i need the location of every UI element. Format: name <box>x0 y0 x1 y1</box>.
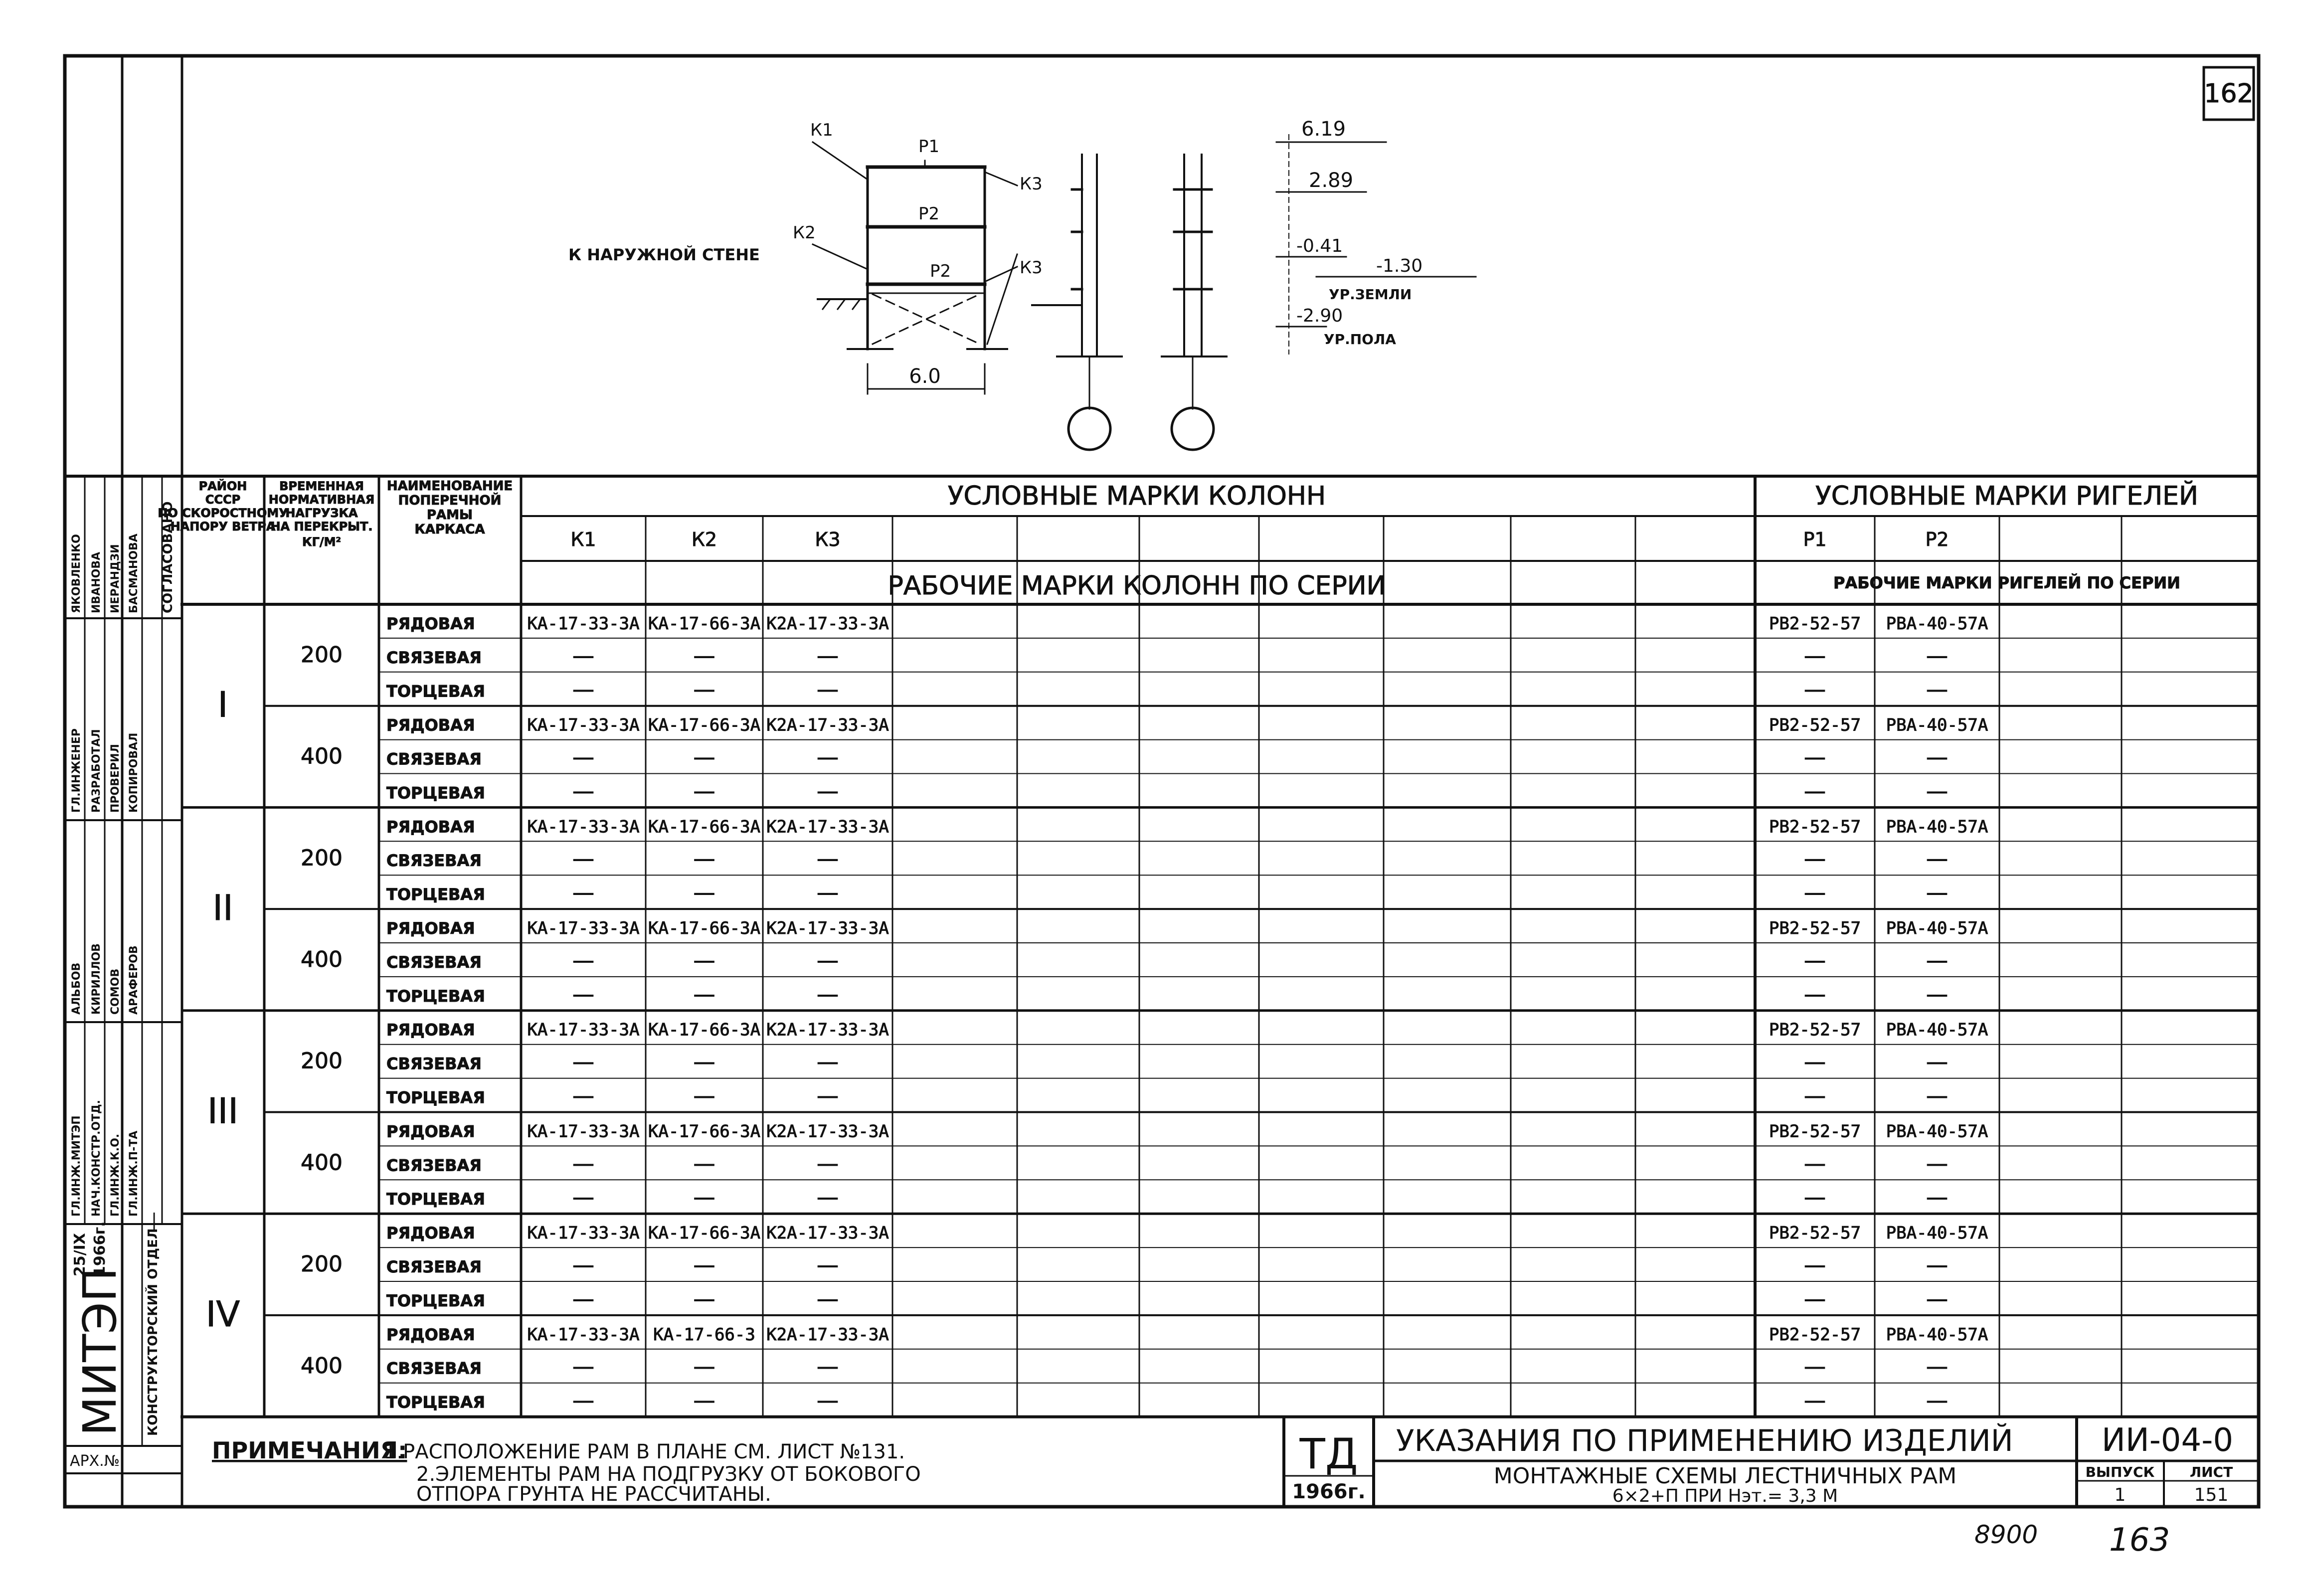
stamp-name-b-1: АЛЬБОВ <box>70 962 83 1015</box>
title-subtitle-1: МОНТАЖНЫЕ СХЕМЫ ЛЕСТНИЧНЫХ РАМ <box>1493 1463 1957 1489</box>
header-load: НАГРУЗКА <box>285 506 358 520</box>
stamp-name-b-4: АРАФЕРОВ <box>128 945 140 1015</box>
header-load: НА ПЕРЕКРЫТ. <box>270 520 373 533</box>
col-mark-k2: КА-17-66-3А <box>648 715 761 735</box>
stamp-name-a-3: ИЕРАНДЗИ <box>109 544 122 613</box>
frame-type: СВЯЗЕВАЯ <box>386 851 482 871</box>
elevation-5: -2.90 <box>1296 306 1343 326</box>
label-k3b: К3 <box>1020 258 1043 278</box>
title-subtitle-2: 6×2+П ПРИ Нэт.= 3,3 М <box>1612 1486 1838 1506</box>
dash-cell: — <box>572 643 594 669</box>
dash-cell: — <box>1804 1049 1826 1075</box>
stamp-name-b-2: КИРИЛЛОВ <box>90 943 103 1015</box>
dash-cell: — <box>693 981 715 1007</box>
dash-cell: — <box>693 880 715 906</box>
dash-cell: — <box>572 1252 594 1278</box>
col-mark-k3: К2А-17-33-3А <box>766 1121 889 1142</box>
load-value: 200 <box>301 1048 343 1074</box>
dash-cell: — <box>572 677 594 703</box>
beam-mark-r1: РВ2-52-57 <box>1769 613 1861 634</box>
notes-line-2: 2.ЭЛЕМЕНТЫ РАМ НА ПОДГРУЗКУ ОТ БОКОВОГО <box>416 1463 921 1486</box>
stamp-dash: — <box>142 1212 165 1232</box>
stamp-date-b: 1966г. <box>91 1221 109 1276</box>
frame-type: СВЯЗЕВАЯ <box>386 749 482 769</box>
header-name: РАМЫ <box>427 508 473 523</box>
frame-type: РЯДОВАЯ <box>386 1122 475 1141</box>
dash-cell: — <box>572 1083 594 1109</box>
issue-value: 1 <box>2114 1485 2126 1505</box>
dash-cell: — <box>693 1151 715 1177</box>
stamp-date-a: 25/IX <box>71 1233 89 1276</box>
dash-cell: — <box>693 778 715 804</box>
dash-cell: — <box>1804 744 1826 770</box>
dash-cell: — <box>693 1252 715 1278</box>
title-main: УКАЗАНИЯ ПО ПРИМЕНЕНИЮ ИЗДЕЛИЙ <box>1396 1423 2013 1458</box>
dash-cell: — <box>693 1388 715 1414</box>
floor-level: УР.ПОЛА <box>1324 331 1396 348</box>
stamp-position-3: ГЛ.ИНЖ.К.О. <box>109 1133 122 1217</box>
dash-cell: — <box>1804 778 1826 804</box>
load-value: 200 <box>301 1251 343 1277</box>
label-k2: К2 <box>793 223 816 243</box>
beam-mark-r2: РВА-40-57А <box>1886 1121 1988 1142</box>
header-name: ПОПЕРЕЧНОЙ <box>398 493 502 508</box>
dash-cell: — <box>693 744 715 770</box>
dash-cell: — <box>693 1286 715 1312</box>
table-text <box>158 479 2198 1414</box>
dash-cell: — <box>817 1151 839 1177</box>
col-mark-k3: К2А-17-33-3А <box>766 613 889 634</box>
frame-type: ТОРЦЕВАЯ <box>386 885 485 904</box>
col-mark-k3: К2А-17-33-3А <box>766 918 889 938</box>
stamp-position-1: ГЛ.ИНЖ.МИТЭП <box>70 1115 83 1217</box>
stamp-org: МИТЭП <box>73 1267 127 1436</box>
beam-mark-r2: РВА-40-57А <box>1886 715 1988 735</box>
frame-type: ТОРЦЕВАЯ <box>386 1088 485 1107</box>
col-mark-k2: КА-17-66-3 <box>653 1324 755 1345</box>
col-mark-k1: КА-17-33-3А <box>527 1324 640 1345</box>
frame-type: РЯДОВАЯ <box>386 614 475 633</box>
dash-cell: — <box>1804 1185 1826 1211</box>
frame-type: РЯДОВАЯ <box>386 1224 475 1243</box>
beam-code: Р2 <box>1925 529 1949 550</box>
dash-cell: — <box>1804 1083 1826 1109</box>
dash-cell: — <box>817 1083 839 1109</box>
dash-cell: — <box>817 1388 839 1414</box>
notes-label: ПРИМЕЧАНИЯ: <box>212 1437 407 1464</box>
dash-cell: — <box>817 981 839 1007</box>
col-mark-k1: КА-17-33-3А <box>527 918 640 938</box>
header-name: НАИМЕНОВАНИЕ <box>386 479 513 494</box>
beam-mark-r1: РВ2-52-57 <box>1769 1223 1861 1243</box>
frame-type: РЯДОВАЯ <box>386 817 475 837</box>
load-value: 400 <box>301 1353 343 1379</box>
dash-cell: — <box>1926 947 1948 973</box>
col-mark-k3: К2А-17-33-3А <box>766 1020 889 1040</box>
dash-cell: — <box>693 846 715 872</box>
header-load: ВРЕМЕННАЯ <box>279 479 364 493</box>
frame-type: СВЯЗЕВАЯ <box>386 1156 482 1175</box>
col-mark-k3: К2А-17-33-3А <box>766 817 889 837</box>
dash-cell: — <box>1804 1286 1826 1312</box>
dash-cell: — <box>693 643 715 669</box>
elevation-2: 2.89 <box>1309 169 1354 192</box>
dash-cell: — <box>693 1185 715 1211</box>
sheet-number: 162 <box>2204 79 2254 109</box>
beam-mark-r1: РВ2-52-57 <box>1769 715 1861 735</box>
dash-cell: — <box>572 1049 594 1075</box>
label-outer-wall: К НАРУЖНОЙ СТЕНЕ <box>568 245 760 264</box>
stamp-position-2: НАЧ.КОНСТР.ОТД. <box>90 1100 103 1217</box>
label-span: 6.0 <box>909 365 941 388</box>
stamp-position-4: ГЛ.ИНЖ.П-ТА <box>128 1130 140 1217</box>
dash-cell: — <box>817 677 839 703</box>
dash-cell: — <box>1804 947 1826 973</box>
stamp-role-3: ПРОВЕРИЛ <box>109 744 122 813</box>
dash-cell: — <box>817 1286 839 1312</box>
beam-mark-r1: РВ2-52-57 <box>1769 817 1861 837</box>
dash-cell: — <box>1926 1388 1948 1414</box>
frame-type: ТОРЦЕВАЯ <box>386 1190 485 1209</box>
frame-type: ТОРЦЕВАЯ <box>386 783 485 803</box>
col-mark-k1: КА-17-33-3А <box>527 1121 640 1142</box>
frame-type: ТОРЦЕВАЯ <box>386 986 485 1006</box>
stamp-agreed: СОГЛАСОВАНО <box>161 501 176 613</box>
dash-cell: — <box>1926 1286 1948 1312</box>
region-numeral: I <box>217 684 228 725</box>
dash-cell: — <box>693 947 715 973</box>
dash-cell: — <box>1926 846 1948 872</box>
stamp-name-b-3: СОМОВ <box>109 968 122 1015</box>
dash-cell: — <box>1804 981 1826 1007</box>
dash-cell: — <box>1804 643 1826 669</box>
frame-type: РЯДОВАЯ <box>386 919 475 938</box>
load-value: 400 <box>301 1150 343 1176</box>
stamp-name-a-1: ЯКОВЛЕНКО <box>70 534 83 613</box>
header-region: ПО СКОРОСТНОМУ <box>158 506 288 520</box>
dash-cell: — <box>572 1151 594 1177</box>
stamp-dept: КОНСТРУКТОРСКИЙ ОТДЕЛ <box>146 1228 161 1436</box>
header-beam-marks: УСЛОВНЫЕ МАРКИ РИГЕЛЕЙ <box>1815 481 2198 511</box>
sheet-value: 151 <box>2194 1485 2229 1505</box>
title-block-text <box>1292 1422 2233 1506</box>
dash-cell: — <box>817 846 839 872</box>
header-beam-work: РАБОЧИЕ МАРКИ РИГЕЛЕЙ ПО СЕРИИ <box>1833 573 2180 592</box>
dash-cell: — <box>1926 1354 1948 1380</box>
header-region: РАЙОН <box>198 479 247 493</box>
frame-type: РЯДОВАЯ <box>386 715 475 735</box>
dash-cell: — <box>572 981 594 1007</box>
col-mark-k1: КА-17-33-3А <box>527 1020 640 1040</box>
title-code: ИИ-04-0 <box>2101 1422 2234 1459</box>
col-mark-k2: КА-17-66-3А <box>648 1020 761 1040</box>
notes <box>212 1437 921 1506</box>
dash-cell: — <box>1926 643 1948 669</box>
dash-cell: — <box>817 643 839 669</box>
elevation-1: 6.19 <box>1301 118 1346 141</box>
dash-cell: — <box>1926 981 1948 1007</box>
col-mark-k2: КА-17-66-3А <box>648 1121 761 1142</box>
dash-cell: — <box>572 1354 594 1380</box>
dash-cell: — <box>693 1354 715 1380</box>
dash-cell: — <box>572 846 594 872</box>
dash-cell: — <box>1926 778 1948 804</box>
beam-mark-r2: РВА-40-57А <box>1886 613 1988 634</box>
sheet-label: ЛИСТ <box>2189 1464 2233 1480</box>
header-load: НОРМАТИВНАЯ <box>268 493 375 507</box>
stamp-name-a-2: ИВАНОВА <box>90 551 103 613</box>
dash-cell: — <box>1926 1185 1948 1211</box>
diagram-labels <box>568 118 1422 388</box>
frame-type: РЯДОВАЯ <box>386 1325 475 1344</box>
dash-cell: — <box>1926 677 1948 703</box>
beam-code: Р1 <box>1803 529 1827 550</box>
col-mark-k3: К2А-17-33-3А <box>766 715 889 735</box>
beam-mark-r2: РВА-40-57А <box>1886 1223 1988 1243</box>
header-load: КГ/М² <box>302 535 342 549</box>
dash-cell: — <box>817 1049 839 1075</box>
dash-cell: — <box>817 1354 839 1380</box>
dash-cell: — <box>1804 1252 1826 1278</box>
header-col-work: РАБОЧИЕ МАРКИ КОЛОНН ПО СЕРИИ <box>888 571 1386 601</box>
dash-cell: — <box>1804 1388 1826 1414</box>
col-mark-k3: К2А-17-33-3А <box>766 1223 889 1243</box>
dash-cell: — <box>817 1252 839 1278</box>
dash-cell: — <box>572 1286 594 1312</box>
dash-cell: — <box>572 1185 594 1211</box>
header-name: КАРКАСА <box>414 522 485 537</box>
dash-cell: — <box>1804 880 1826 906</box>
beam-mark-r2: РВА-40-57А <box>1886 1324 1988 1345</box>
header-region: СССР <box>205 493 241 507</box>
load-value: 200 <box>301 845 343 871</box>
col-mark-k2: КА-17-66-3А <box>648 613 761 634</box>
region-numeral: III <box>207 1090 238 1132</box>
frame-type: ТОРЦЕВАЯ <box>386 1291 485 1310</box>
col-code: К2 <box>691 529 717 550</box>
dash-cell: — <box>817 880 839 906</box>
stamp-role-2: РАЗРАБОТАЛ <box>90 729 103 813</box>
dash-cell: — <box>1926 1151 1948 1177</box>
beam-mark-r1: РВ2-52-57 <box>1769 1324 1861 1345</box>
beam-mark-r1: РВ2-52-57 <box>1769 1020 1861 1040</box>
col-mark-k2: КА-17-66-3А <box>648 817 761 837</box>
beam-mark-r1: РВ2-52-57 <box>1769 1121 1861 1142</box>
beam-mark-r2: РВА-40-57А <box>1886 817 1988 837</box>
beam-mark-r2: РВА-40-57А <box>1886 918 1988 938</box>
beam-mark-r1: РВ2-52-57 <box>1769 918 1861 938</box>
dash-cell: — <box>572 778 594 804</box>
region-numeral: II <box>212 887 233 929</box>
stamp-arch: АРХ.№ <box>70 1452 120 1470</box>
ground-level: УР.ЗЕМЛИ <box>1329 286 1412 303</box>
dash-cell: — <box>817 744 839 770</box>
dash-cell: — <box>1926 1083 1948 1109</box>
col-mark-k2: КА-17-66-3А <box>648 1223 761 1243</box>
col-mark-k1: КА-17-33-3А <box>527 613 640 634</box>
frame-type: СВЯЗЕВАЯ <box>386 952 482 972</box>
bottom-number-right: 163 <box>2109 1522 2170 1559</box>
stamp-name-a-4: БАСМАНОВА <box>128 533 140 613</box>
col-mark-k1: КА-17-33-3А <box>527 715 640 735</box>
header-col-marks: УСЛОВНЫЕ МАРКИ КОЛОНН <box>947 481 1326 511</box>
label-r2b: Р2 <box>930 261 951 281</box>
title-year: 1966г. <box>1292 1480 1366 1503</box>
frame-type: ТОРЦЕВАЯ <box>386 682 485 701</box>
frame-type: СВЯЗЕВАЯ <box>386 1359 482 1378</box>
dash-cell: — <box>693 1083 715 1109</box>
stamp-role-1: ГЛ.ИНЖЕНЕР <box>70 728 83 813</box>
col-mark-k1: КА-17-33-3А <box>527 817 640 837</box>
load-value: 400 <box>301 946 343 972</box>
header-region: НАПОРУ ВЕТРА <box>170 520 276 533</box>
col-mark-k2: КА-17-66-3А <box>648 918 761 938</box>
dash-cell: — <box>1926 1252 1948 1278</box>
dash-cell: — <box>817 947 839 973</box>
dash-cell: — <box>817 778 839 804</box>
dash-cell: — <box>572 1388 594 1414</box>
dash-cell: — <box>1804 677 1826 703</box>
load-value: 400 <box>301 743 343 769</box>
frame-type: РЯДОВАЯ <box>386 1020 475 1040</box>
dash-cell: — <box>1926 744 1948 770</box>
col-code: К1 <box>570 529 596 550</box>
beam-mark-r2: РВА-40-57А <box>1886 1020 1988 1040</box>
dash-cell: — <box>693 1049 715 1075</box>
stamp-role-4: КОПИРОВАЛ <box>128 732 140 813</box>
issue-label: ВЫПУСК <box>2085 1464 2155 1480</box>
dash-cell: — <box>572 947 594 973</box>
frame-type: ТОРЦЕВАЯ <box>386 1393 485 1412</box>
region-numeral: IV <box>205 1293 240 1335</box>
col-mark-k3: К2А-17-33-3А <box>766 1324 889 1345</box>
notes-line-3: ОТПОРА ГРУНТА НЕ РАССЧИТАНЫ. <box>416 1483 771 1506</box>
dash-cell: — <box>1804 1151 1826 1177</box>
dash-cell: — <box>572 744 594 770</box>
frame-type: СВЯЗЕВАЯ <box>386 1054 482 1073</box>
dash-cell: — <box>1804 846 1826 872</box>
dash-cell: — <box>1926 1049 1948 1075</box>
label-k3a: К3 <box>1020 174 1043 194</box>
frame-type: СВЯЗЕВАЯ <box>386 1257 482 1276</box>
notes-line-1: 1.РАСПОЛОЖЕНИЕ РАМ В ПЛАНЕ СМ. ЛИСТ №131. <box>384 1440 905 1463</box>
dash-cell: — <box>572 880 594 906</box>
elevation-3: -0.41 <box>1296 236 1343 256</box>
label-r1: Р1 <box>918 137 940 157</box>
col-code: К3 <box>815 529 841 550</box>
title-ta: ТД <box>1299 1429 1358 1478</box>
bottom-number-left: 8900 <box>1974 1520 2038 1549</box>
frame-type: СВЯЗЕВАЯ <box>386 648 482 667</box>
elevation-4: -1.30 <box>1376 256 1423 276</box>
col-mark-k1: КА-17-33-3А <box>527 1223 640 1243</box>
dash-cell: — <box>817 1185 839 1211</box>
dash-cell: — <box>1804 1354 1826 1380</box>
load-value: 200 <box>301 642 343 668</box>
label-r2a: Р2 <box>918 204 940 224</box>
label-k1: К1 <box>810 120 833 140</box>
dash-cell: — <box>693 677 715 703</box>
dash-cell: — <box>1926 880 1948 906</box>
